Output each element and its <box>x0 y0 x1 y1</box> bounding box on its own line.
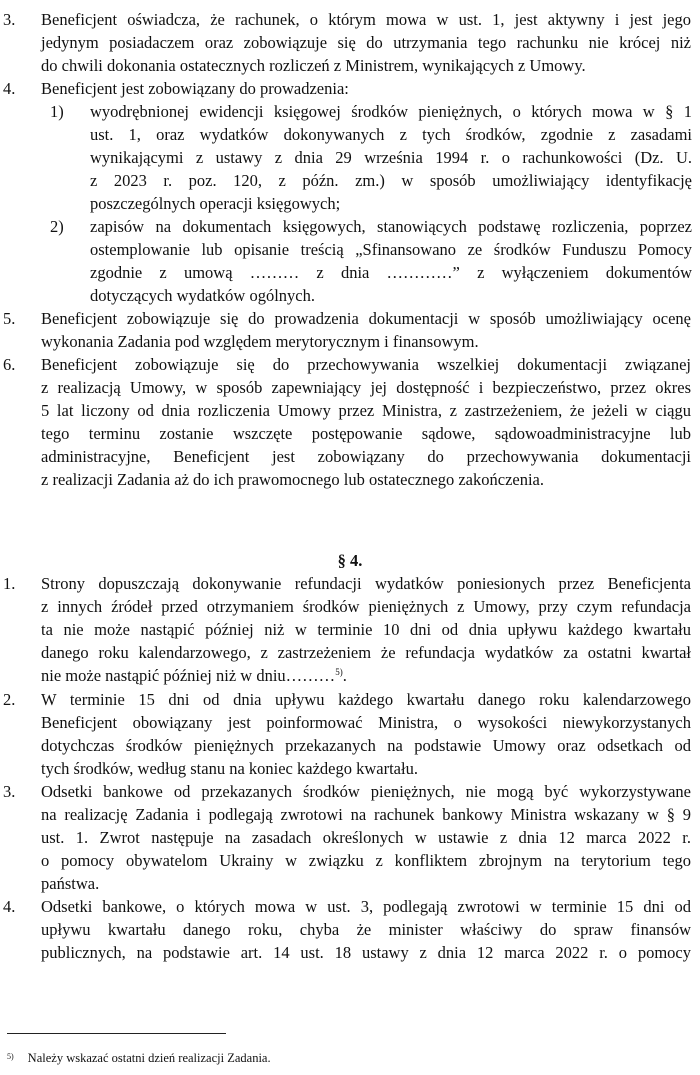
text-line: zgodnie z umową ……… z dnia …………” z wyłączeniem dokumentów <box>90 263 692 282</box>
text-line: wynikającymi z ustawy z dnia 29 września 1994 r. o rachunkowości (Dz. U. <box>90 148 692 167</box>
text-line: Odsetki bankowe od przekazanych środków pieniężnych, nie mogą być wykorzystywane <box>41 782 691 801</box>
text-line: z realizacją Umowy, w sposób zapewniający jej dostępność i bezpieczeństwo, przez okres <box>41 378 691 397</box>
item-number: 3. <box>3 10 16 29</box>
text-line: ust. 1. Zwrot następuje na zasadach określonych w ustawie z dnia 12 marca 2022 r. <box>41 828 691 847</box>
text-line: z realizacji Zadania aż do ich prawomocnego lub ostatecznego zakończenia. <box>41 470 544 489</box>
text-line: Odsetki bankowe, o których mowa w ust. 3, podlegają zwrotowi w terminie 15 dni od <box>41 897 691 916</box>
item-number: 4. <box>3 79 16 98</box>
text-line: Beneficjent obowiązany jest poinformować Ministra, o wysokości niewykorzystanych <box>41 713 691 732</box>
text-line: 5 lat liczony od dnia rozliczenia Umowy przez Ministra, z zastrzeżeniem, że jeżeli w ciągu <box>41 401 691 420</box>
text-line: Beneficjent zobowiązuje się do prowadzenia dokumentacji w sposób umożliwiający ocenę <box>41 309 691 328</box>
text-line: dotychczas środków pieniężnych przekazanych na podstawie Umowy oraz odsetkach od <box>41 736 691 755</box>
text-line: Beneficjent oświadcza, że rachunek, o którym mowa w ust. 1, jest aktywny i jest jego <box>41 10 691 29</box>
text-line: Strony dopuszczają dokonywanie refundacji wydatków poniesionych przez Beneficjenta <box>41 574 691 593</box>
text-line: upływu kwartału danego roku, chyba że minister właściwy do spraw finansów <box>41 920 691 939</box>
text-line: publicznych, na podstawie art. 14 ust. 18 ustawy z dnia 12 marca 2022 r. o pomocy <box>41 943 691 962</box>
item-number: 1. <box>3 574 16 593</box>
footnote-separator <box>7 1033 226 1034</box>
text-line: państwa. <box>41 874 100 893</box>
text-line: Beneficjent jest zobowiązany do prowadzenia: <box>41 79 349 98</box>
footnote <box>7 1050 271 1066</box>
footnote-ref[interactable]: 5) <box>335 667 343 677</box>
text-line: ta nie może nastąpić później niż w terminie 10 dni od dnia upływu każdego kwartału <box>41 620 691 639</box>
text-line: wykonania Zadania pod względem merytorycznym i finansowym. <box>41 332 479 351</box>
text-line: danego roku kalendarzowego, z zastrzeżeniem że refundacja wydatków za ostatni kwartał <box>41 643 691 662</box>
text-line: ostemplowanie lub opisanie treścią „Sfinansowano ze środków Funduszu Pomocy <box>90 240 692 259</box>
text-span: . <box>342 666 347 685</box>
sub-item-number: 2) <box>50 217 64 236</box>
text-line: dotyczących wydatków ogólnych. <box>90 286 315 305</box>
text-line: poszczególnych operacji księgowych; <box>90 194 341 213</box>
text-line: na realizację Zadania i podlegają zwrotowi na rachunek bankowy Ministra wskazany w § 9 <box>41 805 691 824</box>
section-heading: § 4. <box>337 551 363 570</box>
text-line: tego terminu zostanie wszczęte postępowanie sądowe, sądowoadministracyjne lub <box>41 424 691 443</box>
text-line: o pomocy obywatelom Ukrainy w związku z konfliktem zbrojnym na terytorium tego <box>41 851 691 870</box>
text-line: zapisów na dokumentach księgowych, stanowiących podstawę rozliczenia, poprzez <box>90 217 692 236</box>
text-line: jedynym posiadaczem oraz zobowiązuje się do utrzymania tego rachunku nie krócej niż <box>41 33 691 52</box>
text-line: W terminie 15 dni od dnia upływu każdego kwartału danego roku kalendarzowego <box>41 690 691 709</box>
text-line: do chwili dokonania ostatecznych rozliczeń z Ministrem, wynikających z Umowy. <box>41 56 586 75</box>
item-number: 2. <box>3 690 16 709</box>
item-number: 4. <box>3 897 16 916</box>
text-line: z 2023 r. poz. 120, z późn. zm.) w sposób umożliwiający identyfikację <box>90 171 692 190</box>
text-span: nie może nastąpić później niż w dniu……… <box>41 666 336 685</box>
item-number: 3. <box>3 782 16 801</box>
text-line: z innych źródeł przed otrzymaniem środków pieniężnych z Umowy, przy czym refundacja <box>41 597 691 616</box>
footnote-text: Należy wskazać ostatni dzień realizacji Zadania. <box>27 1051 271 1065</box>
text-line-with-footnote <box>41 664 691 687</box>
item-number: 6. <box>3 355 16 374</box>
text-line: ust. 1, oraz wydatków dokonywanych z tych środków, zgodnie z zasadami <box>90 125 692 144</box>
item-number: 5. <box>3 309 16 328</box>
text-line: Beneficjent zobowiązuje się do przechowywania wszelkiej dokumentacji związanej <box>41 355 691 374</box>
text-line: wyodrębnionej ewidencji księgowej środków pieniężnych, o których mowa w § 1 <box>90 102 692 121</box>
text-line: tych środków, według stanu na koniec każdego kwartału. <box>41 759 418 778</box>
sub-item-number: 1) <box>50 102 64 121</box>
footnote-mark: 5) <box>7 1052 14 1061</box>
text-line: administracyjne, Beneficjent jest zobowiązany do przechowywania dokumentacji <box>41 447 691 466</box>
